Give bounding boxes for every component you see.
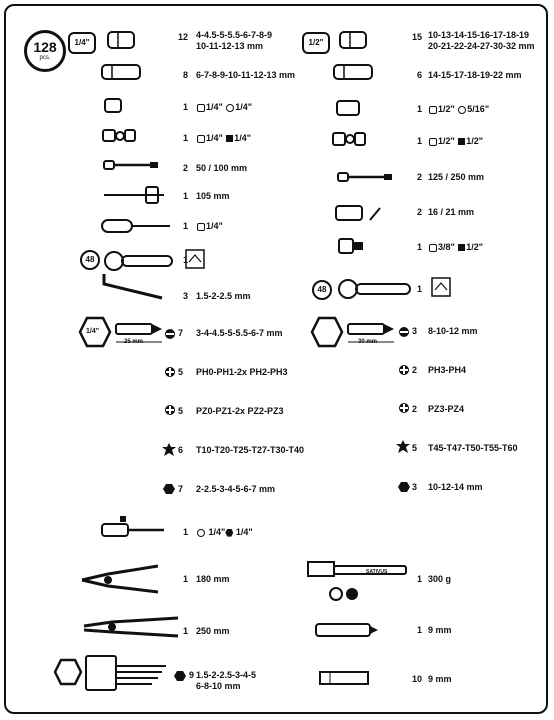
sizes [428, 30, 535, 52]
sizes: T10-T20-T25-T27-T30-T40 [196, 445, 305, 455]
qty: 2 [411, 365, 417, 375]
sliding-t-bar-icon [102, 184, 168, 206]
sizes-line2: 10-11-12-13 mm [196, 41, 264, 51]
sizes-line1: 4-4.5-5-5.5-6-7-8-9 [196, 30, 273, 40]
qty: 1 [182, 133, 188, 143]
bit-drive-size: 1/4" [86, 328, 100, 335]
qty: 1 [416, 284, 422, 294]
sizes-a: PH0-PH1- [196, 367, 238, 377]
extension-bar-icon [102, 158, 162, 172]
square-solid-icon [458, 244, 465, 251]
square-drive-icon [429, 138, 437, 146]
sizes-mult: 2x [235, 406, 246, 416]
piece-unit: pcs. [39, 55, 51, 61]
left-drive-badge: 1/4" [68, 32, 96, 54]
to-size: 1/4" [234, 133, 252, 143]
round-drive-icon [226, 104, 234, 112]
teeth-count-badge: 48 [312, 280, 332, 300]
hex-drive-icon [310, 316, 344, 348]
qty: 5 [177, 406, 183, 416]
from-size: 3/8" [438, 242, 455, 252]
qty: 6 [416, 70, 422, 80]
square-drive-icon [429, 106, 437, 114]
qty: 7 [177, 484, 183, 494]
from-size: 1/4" [206, 102, 223, 112]
round-drive-icon [197, 529, 205, 537]
qty: 2 [416, 207, 422, 217]
sizes: PH3-PH4 [428, 365, 467, 375]
square-drive-icon [197, 104, 205, 112]
socket-icon [102, 28, 142, 54]
sizes: T45-T47-T50-T55-T60 [428, 443, 518, 453]
bit-length: 30 mm [358, 339, 378, 345]
qty: 2 [416, 172, 422, 182]
piece-count: 128 [33, 39, 57, 55]
universal-joint-icon [100, 126, 140, 146]
reducer-adapter-icon [336, 236, 368, 258]
sizes-mult: 2x [237, 367, 248, 377]
qty: 15 [411, 32, 422, 42]
bit-holder-icon [98, 514, 170, 542]
sizes: 6-7-8-9-10-11-12-13 mm [196, 70, 296, 80]
sizes [196, 367, 288, 378]
sizes [196, 670, 256, 692]
adapter-icon [102, 96, 126, 116]
adapter-icon [334, 98, 364, 120]
ratchet-manual-icon [430, 276, 452, 298]
qty: 1 [416, 574, 422, 584]
qty: 5 [177, 367, 183, 377]
square-drive-icon [429, 244, 437, 252]
length: 250 mm [196, 626, 230, 636]
sizes: 14-15-17-18-19-22 mm [428, 70, 522, 80]
adapter-spec [196, 102, 252, 113]
sizes-b: PZ2-PZ3 [245, 406, 284, 416]
pliers-icon [78, 562, 164, 596]
sizes: 16 / 21 mm [428, 207, 475, 217]
qty: 2 [411, 404, 417, 414]
drive-spec [196, 221, 223, 232]
sizes [196, 406, 284, 417]
qty: 1 [416, 104, 422, 114]
sizes-a: PZ0-PZ1- [196, 406, 236, 416]
length: 180 mm [196, 574, 230, 584]
extension-bar-icon [336, 170, 396, 184]
adapter-spec [196, 527, 253, 538]
weight: 300 g [428, 574, 452, 584]
utility-knife-icon [312, 620, 382, 640]
deep-socket-icon [330, 62, 380, 84]
qty: 2 [182, 163, 188, 173]
ratchet-icon [336, 276, 416, 302]
from-size: 1/2" [438, 136, 455, 146]
hex-key-holder-icon [82, 652, 172, 694]
qty: 5 [411, 443, 417, 453]
square-solid-icon [226, 135, 233, 142]
qty: 1 [182, 527, 188, 537]
reducer-spec [428, 242, 483, 253]
qty: 9 [188, 670, 194, 680]
from-size: 1/2" [438, 104, 455, 114]
sizes-line2: 20-21-22-24-27-30-32 mm [428, 41, 535, 51]
right-drive-badge: 1/2" [302, 32, 330, 54]
blade-width: 9 mm [428, 674, 452, 684]
square-drive-icon [197, 223, 205, 231]
qty: 1 [182, 255, 188, 265]
joint-spec [196, 133, 251, 144]
sizes-line2: 6-8-10 mm [196, 681, 241, 691]
qty: 1 [182, 191, 188, 201]
socket-icon [334, 28, 374, 54]
qty: 1 [416, 242, 422, 252]
qty: 10 [411, 674, 422, 684]
qty: 1 [182, 574, 188, 584]
sizes: PZ3-PZ4 [428, 404, 465, 414]
qty: 3 [411, 326, 417, 336]
qty: 1 [416, 625, 422, 635]
sizes [196, 30, 272, 52]
qty: 1 [182, 102, 188, 112]
hammer-icon [306, 554, 412, 604]
length: 105 mm [196, 191, 230, 201]
sizes: 3-4-4.5-5-5.5-6-7 mm [196, 328, 283, 338]
sizes-line1: 10-13-14-15-16-17-18-19 [428, 30, 530, 40]
blade-width: 9 mm [428, 625, 452, 635]
blade-pack-icon [316, 668, 376, 688]
qty: 1 [416, 136, 422, 146]
round-drive-icon [458, 106, 466, 114]
sizes: 10-12-14 mm [428, 482, 483, 492]
qty: 6 [177, 445, 183, 455]
square-drive-icon [197, 135, 205, 143]
teeth-count-badge: 48 [80, 250, 100, 270]
square-solid-icon [458, 138, 465, 145]
qty: 1 [182, 626, 188, 636]
sizes: 8-10-12 mm [428, 326, 478, 336]
water-pump-pliers-icon [78, 612, 184, 642]
qty: 3 [411, 482, 417, 492]
joint-spec [428, 136, 483, 147]
universal-joint-icon [330, 128, 370, 152]
bit-length: 25 mm [124, 339, 144, 345]
sizes: 1.5-2-2.5 mm [196, 291, 251, 301]
qty: 3 [182, 291, 188, 301]
size: 1/4" [206, 221, 223, 231]
qty: 8 [182, 70, 188, 80]
parts-sheet [4, 4, 548, 714]
spinner-handle-icon [98, 216, 174, 236]
to-size: 5/16" [467, 104, 490, 114]
from-size: 1/4" [206, 133, 223, 143]
to-size: 1/2" [466, 242, 484, 252]
from-size: 1/4" [208, 527, 226, 537]
hammer-brand: SATIVUS [366, 569, 388, 575]
qty: 1 [182, 221, 188, 231]
adapter-spec [428, 104, 489, 115]
piece-count-badge [24, 30, 66, 72]
deep-socket-icon [98, 62, 148, 84]
lengths: 50 / 100 mm [196, 163, 248, 173]
to-size: 1/4" [235, 102, 253, 112]
hex-key-icon [98, 270, 168, 304]
to-size: 1/4" [235, 527, 253, 537]
spark-plug-socket-icon [332, 202, 388, 224]
qty: 12 [177, 32, 188, 42]
sizes-b: PH2-PH3 [247, 367, 288, 377]
sizes: 2-2.5-3-4-5-6-7 mm [196, 484, 276, 494]
lengths: 125 / 250 mm [428, 172, 485, 182]
hex-solid-icon [225, 529, 233, 537]
hex-key-set-icon [54, 658, 82, 686]
to-size: 1/2" [466, 136, 484, 146]
qty: 7 [177, 328, 183, 338]
sizes-line1: 1.5-2-2.5-3-4-5 [196, 670, 257, 680]
